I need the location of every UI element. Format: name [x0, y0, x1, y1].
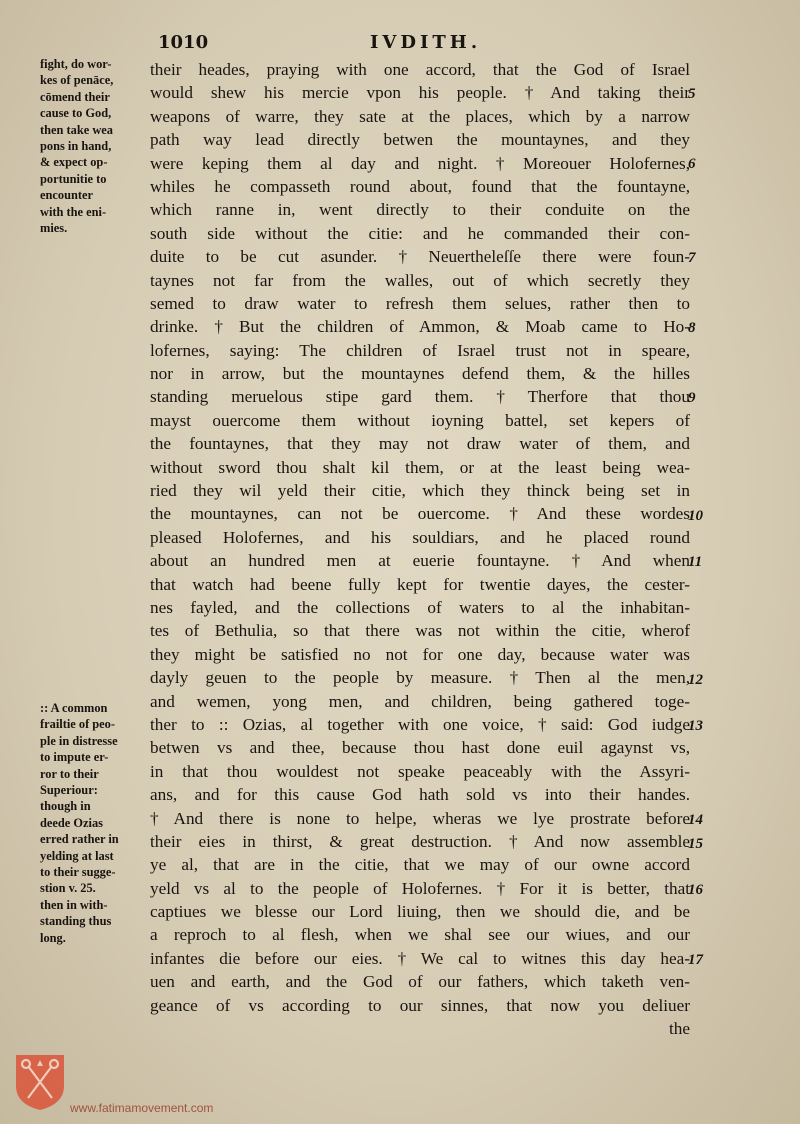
- margin-note-line: to impute er-: [40, 750, 109, 765]
- margin-note-line: portunitie to: [40, 171, 107, 186]
- margin-note-line: Superiour:: [40, 783, 98, 798]
- page-number: 1010: [158, 32, 209, 53]
- page-header: [0, 30, 800, 58]
- verse-number: 5: [688, 86, 696, 102]
- margin-note-line: cōmend their: [40, 89, 110, 104]
- text-line: the mountaynes, can not be ouercome. † And these wordes: [150, 504, 690, 524]
- text-line: uen and earth, and the God of our fathers, which taketh ven-: [150, 972, 690, 992]
- text-line: ried they wil yeld their citie, which they thinck being set in: [150, 481, 690, 501]
- text-line: and wemen, yong men, and children, being gathered toge-: [150, 691, 690, 711]
- fatima-movement-logo-icon: [13, 1052, 67, 1112]
- verse-number: 12: [688, 672, 703, 688]
- footer-url-link[interactable]: www.fatimamovement.com: [70, 1101, 214, 1115]
- text-line: in that thou wouldest not speake peaceably with the Assyri-: [150, 761, 690, 781]
- text-line: lofernes, saying: The children of Israel trust not in speare,: [150, 340, 690, 360]
- verse-number: 8: [688, 320, 696, 336]
- text-line: nor in arrow, but the mountaynes defend them, & the hilles: [150, 364, 690, 384]
- text-line: their heades, praying with one accord, that the God of Israel: [150, 60, 690, 79]
- text-line: infantes die before our eies. † We cal to witnes this day hea-: [150, 948, 690, 968]
- text-line: about an hundred men at euerie fountayne. † And when: [150, 551, 690, 571]
- text-line: ye al, that are in the citie, that we may of our owne accord: [150, 855, 690, 875]
- verse-number: 13: [688, 718, 703, 734]
- verse-number: 11: [688, 554, 703, 570]
- margin-note-line: with the eni-: [40, 204, 107, 219]
- verse-number: 6: [688, 156, 696, 172]
- margin-note-line: standing thus: [40, 914, 112, 929]
- text-line: they might be satisfied no not for one day, because water was: [150, 644, 690, 664]
- margin-note-line: fight, do wor-: [40, 57, 112, 71]
- text-line: whiles he compasseth round about, found that the fountayne,: [150, 176, 690, 196]
- margin-note-line: ple in distresse: [40, 733, 118, 748]
- margin-note-line: then in with-: [40, 897, 108, 912]
- text-line: mayst ouercome them without ioyning battel, set kepers of: [150, 410, 690, 430]
- margin-note-line: yelding at last: [40, 848, 114, 863]
- text-line: which ranne in, went directly to their conduite on the: [150, 200, 690, 220]
- verse-number: 15: [688, 836, 703, 852]
- verse-number: 9: [688, 390, 696, 406]
- text-line: standing meruelous stipe gard them. † Therfore that thou: [150, 387, 690, 407]
- text-line: that watch had beene fully kept for twentie dayes, the cester-: [150, 574, 690, 594]
- margin-note-line: mies.: [40, 221, 68, 236]
- margin-note-line: stion v. 25.: [40, 881, 96, 896]
- text-line: the fountaynes, that they may not draw water of them, and: [150, 434, 690, 454]
- margin-note-line: :: A common: [40, 701, 108, 715]
- margin-note-line: to their sugge-: [40, 865, 116, 880]
- margin-note-line: pons in hand,: [40, 139, 112, 154]
- margin-note-1: [40, 56, 152, 236]
- text-line: tes of Bethulia, so that there was not within the citie, wherof: [150, 621, 690, 641]
- text-line: ans, and for this cause God hath sold vs into their handes.: [150, 785, 690, 805]
- text-line: † And there is none to helpe, wheras we lye prostrate before: [150, 808, 690, 828]
- text-line: pleased Holofernes, and his souldiars, and he placed round: [150, 527, 690, 547]
- margin-note-line: & expect op-: [40, 155, 108, 170]
- text-line: drinke. † But the children of Ammon, & Moab came to Ho-: [150, 317, 690, 337]
- text-line: their eies in thirst, & great destruction. † And now assemble: [150, 831, 690, 851]
- text-line: betwen vs and thee, because thou hast done euil agaynst vs,: [150, 738, 690, 758]
- margin-note-line: though in: [40, 799, 91, 814]
- text-line: ther to :: Ozias, al together with one voice, † said: God iudge: [150, 714, 690, 734]
- text-line: geance of vs according to our sinnes, that now you deliuer: [150, 995, 690, 1015]
- text-line: captiues we blesse our Lord liuing, then we should die, and be: [150, 902, 690, 922]
- main-text-column: [150, 58, 690, 1040]
- text-line: were keping them al day and night. † Moreouer Holofernes,: [150, 153, 690, 173]
- verse-number: 7: [688, 250, 696, 266]
- catchword: the: [669, 1019, 690, 1039]
- text-line: semed to draw water to refresh them selues, rather then to: [150, 293, 690, 313]
- margin-note-line: long.: [40, 930, 66, 945]
- margin-note-line: then take wea: [40, 122, 113, 137]
- text-line: path way lead directly betwen the mountaynes, and they: [150, 130, 690, 150]
- verse-number: 14: [688, 812, 703, 828]
- text-line: a reproch to al flesh, when we shal see our wiues, and our: [150, 925, 690, 945]
- text-line: duite to be cut asunder. † Neuertheleſſe there were foun-: [150, 247, 690, 267]
- text-line: would shew his mercie vpon his people. † And taking their: [150, 83, 690, 103]
- margin-note-line: ror to their: [40, 766, 99, 781]
- margin-note-2: [40, 700, 152, 946]
- text-line: taynes not far from the walles, out of which secretly they: [150, 270, 690, 290]
- text-line: yeld vs al to the people of Holofernes. † For it is better, that: [150, 878, 690, 898]
- verse-number: 16: [688, 882, 703, 898]
- text-line: weapons of warre, they sate at the places, which by a narrow: [150, 106, 690, 126]
- text-line: south side without the citie: and he commanded their con-: [150, 223, 690, 243]
- margin-note-line: erred rather in: [40, 832, 119, 847]
- text-line: nes fayled, and the collections of waters to al the inhabitan-: [150, 597, 690, 617]
- margin-note-line: cause to God,: [40, 106, 112, 121]
- margin-note-line: kes of penāce,: [40, 73, 114, 88]
- text-line: dayly geuen to the people by measure. † Then al the men,: [150, 668, 690, 688]
- margin-note-line: frailtie of peo-: [40, 717, 116, 732]
- running-title: IVDITH.: [370, 32, 482, 53]
- text-line: without sword thou shalt kil them, or at the least being wea-: [150, 457, 690, 477]
- verse-number: 10: [688, 508, 703, 524]
- margin-note-line: deede Ozias: [40, 815, 103, 830]
- verse-number: 17: [688, 952, 703, 968]
- margin-note-line: encounter: [40, 188, 93, 203]
